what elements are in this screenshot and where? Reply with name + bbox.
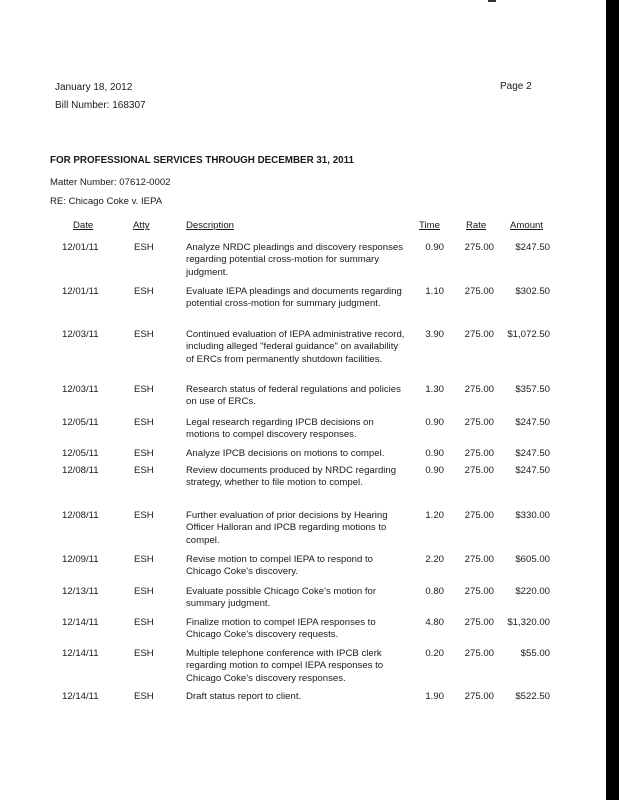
scan-edge-bar [606,0,619,800]
page-number: Page 2 [500,81,532,92]
entry-description: Revise motion to compel IEPA to respond to Chicago Coke's discovery. [186,554,373,578]
entry-description: Evaluate possible Chicago Coke's motion for summary judgment. [186,586,377,610]
entry-description: Legal research regarding IPCB decisions on motions to compel discovery responses. [186,417,374,441]
entry-description: Analyze IPCB decisions on motions to compel. [186,448,385,459]
entry-description: Evaluate IEPA pleadings and documents regarding potential cross-motion for summary judgment. [186,286,402,310]
entry-description: Finalize motion to compel IEPA responses to Chicago Coke's discovery requests. [186,617,376,641]
entry-time: 1.20 [425,510,444,521]
entry-time: 1.30 [425,384,444,395]
entry-date: 12/14/11 [62,617,99,628]
entry-time: 1.90 [425,691,444,702]
entry-date: 12/03/11 [62,329,99,340]
entry-amount: $247.50 [515,448,550,459]
entry-rate: 275.00 [464,329,494,340]
entry-rate: 275.00 [464,242,494,253]
entry-description: Further evaluation of prior decisions by Hearing Officer Halloran and IPCB regarding motions to compel. [186,510,388,546]
entry-time: 4.80 [425,617,444,628]
entry-amount: $220.00 [515,586,550,597]
entry-rate: 275.00 [464,554,494,565]
entry-amount: $247.50 [515,242,550,253]
invoice-date: January 18, 2012 [55,82,133,93]
entry-rate: 275.00 [464,691,494,702]
entry-amount: $522.50 [515,691,550,702]
entry-date: 12/08/11 [62,465,99,476]
entry-description: Draft status report to client. [186,691,302,702]
entry-rate: 275.00 [464,384,494,395]
entry-amount: $55.00 [520,648,550,659]
entry-description: Review documents produced by NRDC regarding strategy, whether to file motion to compel. [186,465,397,489]
entry-atty: ESH [134,617,154,628]
matter-number: Matter Number: 07612-0002 [50,177,171,188]
entry-date: 12/08/11 [62,510,99,521]
entry-amount: $247.50 [515,417,550,428]
re-line: RE: Chicago Coke v. IEPA [50,196,163,207]
entry-rate: 275.00 [464,510,494,521]
entry-atty: ESH [134,329,154,340]
entry-rate: 275.00 [464,648,494,659]
entry-date: 12/03/11 [62,384,99,395]
entry-date: 12/05/11 [62,448,99,459]
entry-atty: ESH [134,465,154,476]
entry-time: 0.90 [425,465,444,476]
entry-amount: $302.50 [515,286,550,297]
entry-atty: ESH [134,691,154,702]
entry-rate: 275.00 [464,617,494,628]
column-header-date: Date [73,220,94,231]
entry-description: Continued evaluation of IEPA administrative record, including alleged "federal guidance" on availability of ERCs from permanently shutdown facilities. [186,329,405,365]
entry-date: 12/14/11 [62,648,99,659]
entry-rate: 275.00 [464,586,494,597]
column-header-rate: Rate [466,220,487,231]
entry-time: 0.90 [425,242,444,253]
entry-amount: $605.00 [515,554,550,565]
entry-atty: ESH [134,242,154,253]
entry-time: 2.20 [425,554,444,565]
entry-date: 12/14/11 [62,691,99,702]
entry-atty: ESH [134,286,154,297]
entry-amount: $330.00 [515,510,550,521]
entry-atty: ESH [134,448,154,459]
entry-date: 12/09/11 [62,554,99,565]
entry-rate: 275.00 [464,448,494,459]
entry-amount: $357.50 [515,384,550,395]
entry-time: 0.90 [425,417,444,428]
column-header-amount: Amount [510,220,544,231]
entry-time: 1.10 [425,286,444,297]
entry-rate: 275.00 [464,417,494,428]
entry-time: 0.20 [425,648,444,659]
column-header-atty: Atty [133,220,150,231]
entry-amount: $1,072.50 [507,329,550,340]
entry-date: 12/01/11 [62,286,99,297]
entry-time: 0.90 [425,448,444,459]
bill-number: Bill Number: 168307 [55,100,146,111]
entry-atty: ESH [134,586,154,597]
column-header-time: Time [419,220,440,231]
entry-atty: ESH [134,384,154,395]
entry-atty: ESH [134,510,154,521]
entry-atty: ESH [134,648,154,659]
entry-atty: ESH [134,417,154,428]
entry-time: 3.90 [425,329,444,340]
entry-time: 0.80 [425,586,444,597]
column-header-description: Description [186,220,234,231]
entry-rate: 275.00 [464,286,494,297]
entry-amount: $247.50 [515,465,550,476]
entry-description: Multiple telephone conference with IPCB clerk regarding motion to compel IEPA responses to Chicago Coke's discovery responses. [186,648,384,684]
entry-rate: 275.00 [464,465,494,476]
scan-mark [488,0,496,2]
services-title: FOR PROFESSIONAL SERVICES THROUGH DECEMBER 31, 2011 [50,155,354,166]
entry-description: Research status of federal regulations and policies on use of ERCs. [186,384,401,408]
entry-atty: ESH [134,554,154,565]
entry-date: 12/05/11 [62,417,99,428]
entry-amount: $1,320.00 [507,617,550,628]
entry-date: 12/13/11 [62,586,99,597]
entry-description: Analyze NRDC pleadings and discovery responses regarding potential cross-motion for summary judgment. [186,242,404,278]
entry-date: 12/01/11 [62,242,99,253]
